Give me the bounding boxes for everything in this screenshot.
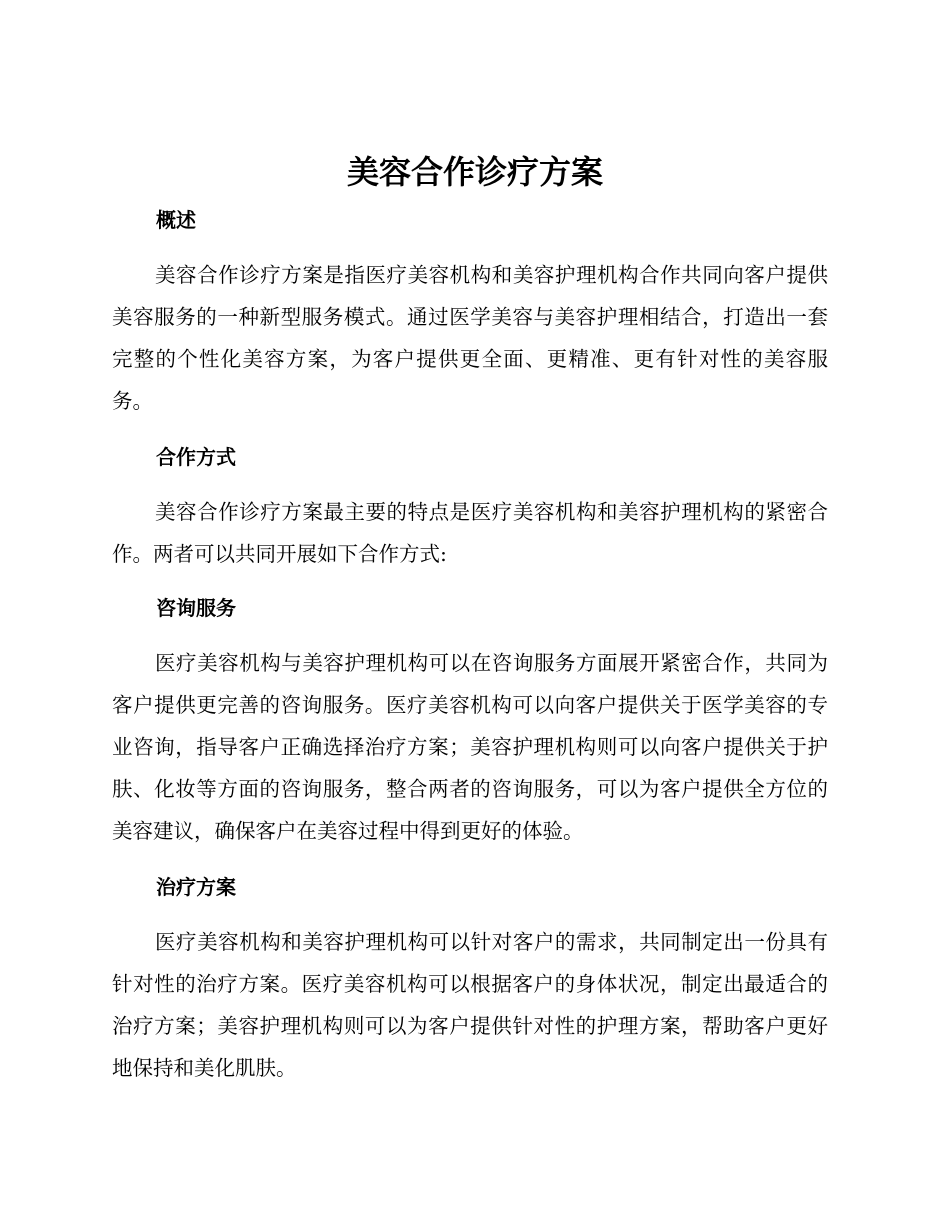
section-paragraph-overview: 美容合作诊疗方案是指医疗美容机构和美容护理机构合作共同向客户提供美容服务的一种新型服务模式。通过医学美容与美容护理相结合，打造出一套完整的个性化美容方案，为客户提供更全面、更精准、更有针对性的美容服务。	[112, 263, 828, 413]
section-heading-treatment: 治疗方案	[156, 875, 236, 899]
section-heading-cooperation: 合作方式	[156, 445, 236, 469]
section-heading-overview: 概述	[156, 208, 196, 232]
section-paragraph-consulting: 医疗美容机构与美容护理机构可以在咨询服务方面展开紧密合作，共同为客户提供更完善的咨询服务。医疗美容机构可以向客户提供关于医学美容的专业咨询，指导客户正确选择治疗方案；美容护理机构则可以向客户提供关于护肤、化妆等方面的咨询服务，整合两者的咨询服务，可以为客户提供全方位的美容建议，确保客户在美容过程中得到更好的体验。	[112, 651, 828, 843]
section-paragraph-treatment: 医疗美容机构和美容护理机构可以针对客户的需求，共同制定出一份具有针对性的治疗方案。医疗美容机构可以根据客户的身体状况，制定出最适合的治疗方案；美容护理机构则可以为客户提供针对性的护理方案，帮助客户更好地保持和美化肌肤。	[112, 930, 828, 1080]
section-paragraph-cooperation: 美容合作诊疗方案最主要的特点是医疗美容机构和美容护理机构的紧密合作。两者可以共同开展如下合作方式:	[112, 500, 828, 566]
section-heading-consulting: 咨询服务	[156, 596, 236, 620]
document-title: 美容合作诊疗方案	[346, 153, 603, 191]
